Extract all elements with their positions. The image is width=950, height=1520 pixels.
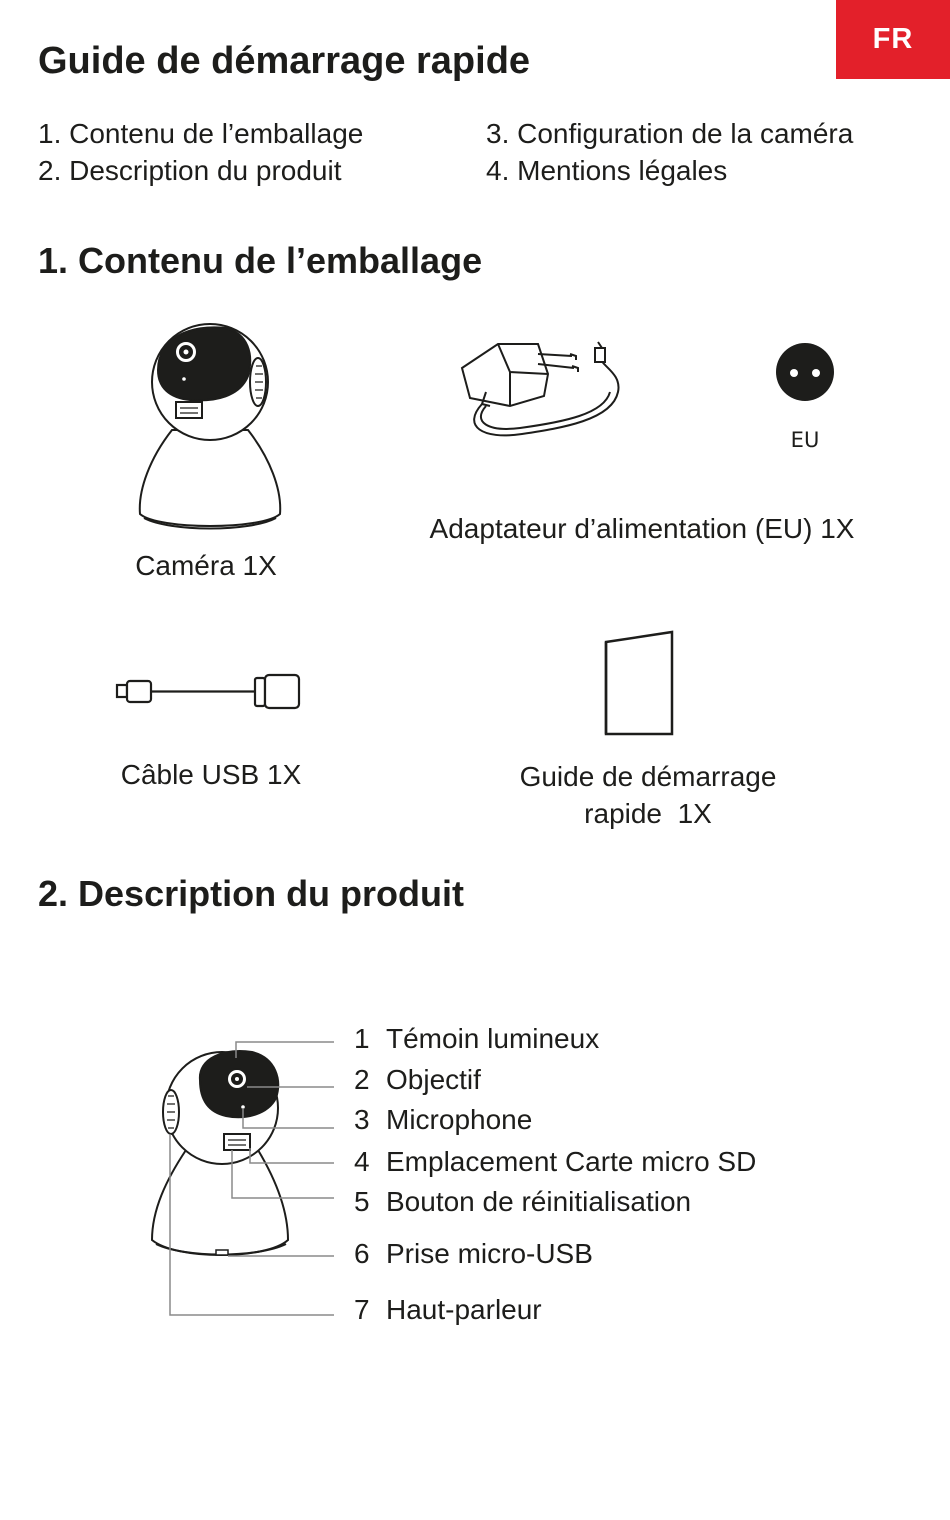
usb-cable-caption: Câble USB 1X <box>120 759 302 790</box>
page-title: Guide de démarrage rapide <box>38 40 531 82</box>
part-3-label <box>354 1103 532 1137</box>
toc-item-3: 3. Configuration de la caméra <box>486 118 854 149</box>
quick-guide-caption-line2: rapide 1X <box>584 798 712 829</box>
power-adapter-caption: Adaptateur d’alimentation (EU) 1X <box>429 513 855 544</box>
part-6-label <box>354 1237 593 1271</box>
camera-caption: Caméra 1X <box>135 550 277 581</box>
quick-guide-caption-line1: Guide de démarrage <box>519 761 777 792</box>
toc-item-1: 1. Contenu de l’emballage <box>38 118 364 149</box>
toc-item-2: 2. Description du produit <box>38 155 342 186</box>
part-4-label <box>354 1145 756 1179</box>
part-number: 3 <box>354 1104 370 1135</box>
part-number: 7 <box>354 1294 370 1325</box>
section-2-heading: 2. Description du produit <box>38 873 465 914</box>
part-name: Objectif <box>386 1064 481 1095</box>
part-name: Emplacement Carte micro SD <box>386 1146 757 1177</box>
part-name: Prise micro-USB <box>386 1238 593 1269</box>
part-2-label <box>354 1063 481 1097</box>
part-name: Haut-parleur <box>386 1294 542 1325</box>
part-1-label <box>354 1022 599 1056</box>
part-name: Bouton de réinitialisation <box>386 1186 692 1217</box>
part-7-label <box>354 1293 542 1327</box>
section-1-heading: 1. Contenu de l’emballage <box>38 240 483 281</box>
language-badge-label: FR <box>872 23 914 55</box>
part-number: 5 <box>354 1186 370 1217</box>
part-number: 1 <box>354 1023 370 1054</box>
part-name: Témoin lumineux <box>386 1023 600 1054</box>
part-number: 6 <box>354 1238 370 1269</box>
toc-item-4: 4. Mentions légales <box>486 155 728 186</box>
part-5-label <box>354 1185 691 1219</box>
part-number: 2 <box>354 1064 370 1095</box>
part-number: 4 <box>354 1146 370 1177</box>
eu-plug-label: EU <box>790 428 820 452</box>
part-name: Microphone <box>386 1104 533 1135</box>
